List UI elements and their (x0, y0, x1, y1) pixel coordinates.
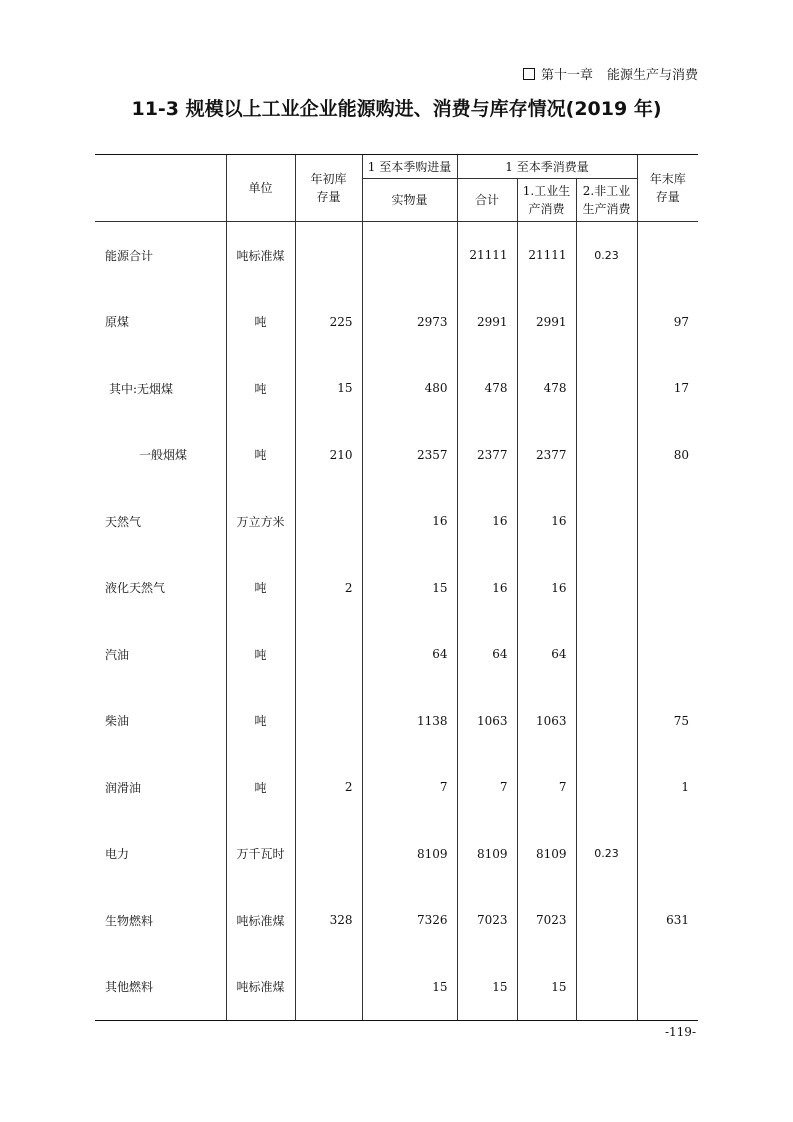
row-closing (637, 222, 698, 289)
row-purchase: 2973 (362, 289, 457, 356)
table-row (95, 289, 698, 356)
row-purchase: 2357 (362, 422, 457, 489)
row-opening: 2 (295, 754, 362, 821)
row-total: 64 (457, 621, 517, 688)
row-industrial: 16 (517, 555, 576, 622)
table-row (95, 422, 698, 489)
row-name: 汽油 (105, 647, 130, 662)
row-industrial: 1063 (517, 688, 576, 755)
header-non-industrial: 2.非工业生产消费 (576, 179, 637, 222)
row-non-industrial (576, 688, 637, 755)
header-opening-stock: 年初库存量 (295, 155, 362, 222)
header-unit: 单位 (226, 155, 295, 222)
row-total: 7 (457, 754, 517, 821)
row-unit: 吨标准煤 (226, 222, 295, 289)
row-purchase: 15 (362, 954, 457, 1021)
row-purchase: 7 (362, 754, 457, 821)
row-industrial: 2991 (517, 289, 576, 356)
row-total: 7023 (457, 887, 517, 954)
row-closing (637, 821, 698, 888)
row-non-industrial (576, 954, 637, 1021)
row-non-industrial (576, 488, 637, 555)
section-label: 能源生产与消费 (606, 68, 698, 83)
table-row (95, 688, 698, 755)
row-total: 2377 (457, 422, 517, 489)
row-name: 原煤 (105, 315, 130, 330)
row-name: 柴油 (105, 714, 130, 729)
row-opening: 15 (295, 355, 362, 422)
row-non-industrial (576, 887, 637, 954)
row-total: 2991 (457, 289, 517, 356)
header-purchase-group: 1 至本季购进量 (362, 155, 457, 179)
table-row (95, 555, 698, 622)
table-row (95, 621, 698, 688)
row-opening (295, 821, 362, 888)
row-name: 其中:无烟煤 (109, 381, 174, 396)
row-unit: 吨 (226, 555, 295, 622)
table-row (95, 954, 698, 1021)
row-non-industrial: 0.23 (576, 222, 637, 289)
row-name: 润滑油 (105, 780, 142, 795)
row-name: 天然气 (105, 514, 142, 529)
row-name: 能源合计 (105, 248, 154, 263)
page-title: 11-3 规模以上工业企业能源购进、消费与库存情况(2019 年) (131, 98, 662, 120)
row-opening (295, 488, 362, 555)
row-opening: 2 (295, 555, 362, 622)
row-closing (637, 555, 698, 622)
row-total: 21111 (457, 222, 517, 289)
row-name: 液化天然气 (105, 581, 166, 596)
row-closing: 17 (637, 355, 698, 422)
row-non-industrial (576, 754, 637, 821)
row-purchase: 1138 (362, 688, 457, 755)
row-unit: 吨 (226, 422, 295, 489)
header-consumption-group: 1 至本季消费量 (457, 155, 637, 179)
square-icon (523, 68, 535, 80)
row-opening (295, 621, 362, 688)
row-purchase: 15 (362, 555, 457, 622)
header-total: 合计 (457, 179, 517, 222)
chapter-label: 第十一章 (540, 68, 593, 83)
row-unit: 吨 (226, 289, 295, 356)
row-opening: 328 (295, 887, 362, 954)
row-industrial: 21111 (517, 222, 576, 289)
row-closing: 75 (637, 688, 698, 755)
row-opening: 210 (295, 422, 362, 489)
row-name: 一般烟煤 (139, 448, 188, 463)
row-industrial: 2377 (517, 422, 576, 489)
row-purchase: 8109 (362, 821, 457, 888)
row-total: 16 (457, 488, 517, 555)
row-industrial: 7 (517, 754, 576, 821)
table-row (95, 887, 698, 954)
row-unit: 吨标准煤 (226, 954, 295, 1021)
row-total: 15 (457, 954, 517, 1021)
row-industrial: 64 (517, 621, 576, 688)
chapter-header (523, 64, 698, 83)
row-non-industrial (576, 555, 637, 622)
row-non-industrial (576, 355, 637, 422)
row-industrial: 15 (517, 954, 576, 1021)
table-row (95, 821, 698, 888)
header-industrial: 1.工业生产消费 (517, 179, 576, 222)
page-number: -119- (664, 1025, 696, 1039)
row-unit: 吨 (226, 688, 295, 755)
row-closing (637, 621, 698, 688)
row-opening (295, 222, 362, 289)
row-industrial: 8109 (517, 821, 576, 888)
row-purchase: 480 (362, 355, 457, 422)
row-total: 1063 (457, 688, 517, 755)
header-item (95, 155, 226, 222)
row-purchase: 64 (362, 621, 457, 688)
table-row (95, 488, 698, 555)
row-unit: 吨 (226, 621, 295, 688)
row-name: 电力 (105, 847, 130, 862)
table-row (95, 222, 698, 289)
row-total: 16 (457, 555, 517, 622)
row-opening (295, 954, 362, 1021)
row-unit: 万立方米 (226, 488, 295, 555)
row-industrial: 478 (517, 355, 576, 422)
row-industrial: 16 (517, 488, 576, 555)
row-opening (295, 688, 362, 755)
table-row (95, 754, 698, 821)
row-unit: 吨标准煤 (226, 887, 295, 954)
row-unit: 吨 (226, 355, 295, 422)
row-closing: 1 (637, 754, 698, 821)
row-closing: 97 (637, 289, 698, 356)
row-industrial: 7023 (517, 887, 576, 954)
row-non-industrial (576, 422, 637, 489)
row-closing (637, 488, 698, 555)
header-closing-stock: 年末库存量 (637, 155, 698, 222)
row-total: 8109 (457, 821, 517, 888)
row-name: 其他燃料 (95, 954, 226, 1021)
table-row (95, 355, 698, 422)
row-non-industrial (576, 289, 637, 356)
row-closing (637, 954, 698, 1021)
header-physical-qty: 实物量 (362, 179, 457, 222)
row-name: 生物燃料 (105, 913, 154, 928)
row-non-industrial (576, 621, 637, 688)
row-total: 478 (457, 355, 517, 422)
row-purchase (362, 222, 457, 289)
row-opening: 225 (295, 289, 362, 356)
row-closing: 631 (637, 887, 698, 954)
row-purchase: 16 (362, 488, 457, 555)
row-non-industrial: 0.23 (576, 821, 637, 888)
row-closing: 80 (637, 422, 698, 489)
row-unit: 吨 (226, 754, 295, 821)
energy-table (95, 154, 698, 1021)
row-unit: 万千瓦时 (226, 821, 295, 888)
row-purchase: 7326 (362, 887, 457, 954)
